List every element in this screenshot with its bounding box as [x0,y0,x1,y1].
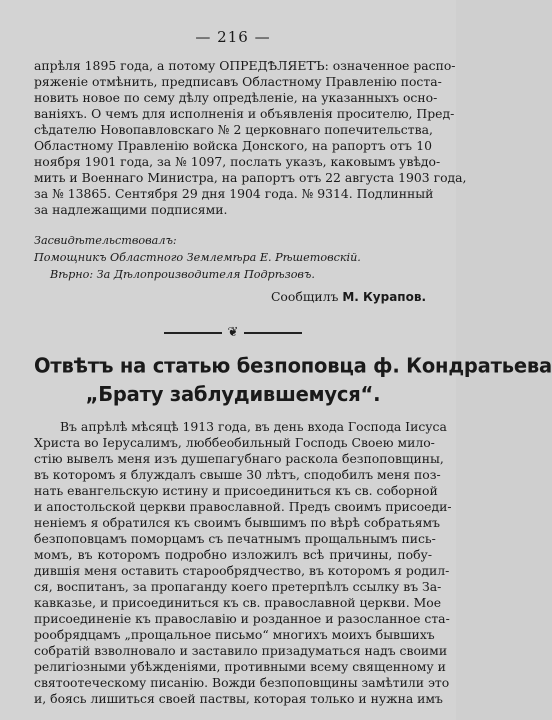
text-line: сѣдателю Новопавловскаго № 2 церковнаго попечительства, [34,122,433,137]
reported-by-prefix: Сообщилъ [270,289,339,304]
text-line: дившія меня оставить старообрядчество, въ которомъ я родил- [34,563,450,578]
text-line: ноября 1901 года, за № 1097, послать указъ, каковымъ увѣдо- [34,154,441,169]
text-line: Въ апрѣлѣ мѣсяцѣ 1913 года, въ день входа Господа Іисуса [60,419,447,434]
page-number: — 216 — [195,28,271,46]
text-line: ряженіе отмѣнить, предписавъ Областному Правленію поста- [34,74,442,89]
article-body [34,419,452,707]
text-line: святоотеческому писанію. Вожди безпоповщины замѣтили это [34,675,450,690]
text-line: въ которомъ я блуждалъ свыше 30 лѣтъ, сподобилъ меня поз- [34,467,441,482]
article-title-line: Отвѣтъ на статью безпоповца ф. Кондратьева [34,353,552,378]
text-line: момъ, въ которомъ подробно изложилъ всѣ причины, побу- [34,547,432,562]
text-line: собратій взволновало и заставило призадуматься надъ своими [34,643,448,658]
reported-by [34,289,432,304]
text-line: Областному Правленію войска Донского, на рапортъ отъ 10 [34,138,432,153]
text-line: нать евангельскую истину и присоединиться къ св. соборной [34,483,438,498]
text-line: безпоповцамъ поморцамъ съ печатнымъ прощальнымъ пись- [34,531,436,546]
text-line: ваніяхъ. О чемъ для исполненія и объявленія просителю, Пред- [34,106,455,121]
divider-rule-left [164,332,222,334]
article-title-line: „Брату заблудившемуся“. [85,382,381,407]
section-divider [34,326,432,339]
decision-paragraph [34,58,467,218]
ornament-icon: ❦ [227,325,239,340]
text-line: рообрядцамъ „прощальное письмо“ многихъ моихъ бывшихъ [34,627,435,642]
text-line: за № 13865. Сентября 29 дня 1904 года. № 9314. Подлинный [34,186,434,201]
text-line: кавказье, и присоединиться къ св. православной церкви. Мое [34,595,442,610]
certification-heading: Засвидѣтельствовалъ: [34,234,177,247]
divider-rule-right [244,332,302,334]
text-line: мить и Военнаго Министра, на рапортъ отъ 22 августа 1903 года, [34,170,467,185]
text-line: апрѣля 1895 года, а потому ОПРЕДѢЛЯЕТЪ: означенное распо- [34,58,456,73]
text-line: новить новое по сему дѣлу опредѣленіе, на указанныхъ осно- [34,90,438,105]
text-line: и, боясь лишиться своей паствы, которая только и нужна имъ [34,691,443,706]
text-line: религіозными убѣжденіями, противными всему священному и [34,659,446,674]
certification-copy-note: Вѣрно: За Дѣлопроизводителя Подрѣзовъ. [50,268,315,281]
text-line: ся, воспитанъ, за пропаганду коего претерпѣлъ ссылку въ За- [34,579,442,594]
text-line: присоединеніе къ православію и розданное и разосланное ста- [34,611,450,626]
certification-signer: Помощникъ Областного Землемѣра Е. Рѣшетовскій. [34,251,361,264]
text-line: и апостольской церкви православной. Предъ своимъ присоеди- [34,499,452,514]
text-line: Христа во Іерусалимъ, люббеобильный Господь Своею мило- [34,435,435,450]
certification-block [34,232,432,283]
article-title [34,352,552,409]
text-line: неніемъ я обратился къ своимъ бывшимъ по вѣрѣ собратьямъ [34,515,441,530]
text-line: стію вывелъ меня изъ душепагубнаго раскола безпоповщины, [34,451,444,466]
text-line: за надлежащими подписями. [34,202,228,217]
reported-by-name: М. Курапов. [342,290,426,304]
